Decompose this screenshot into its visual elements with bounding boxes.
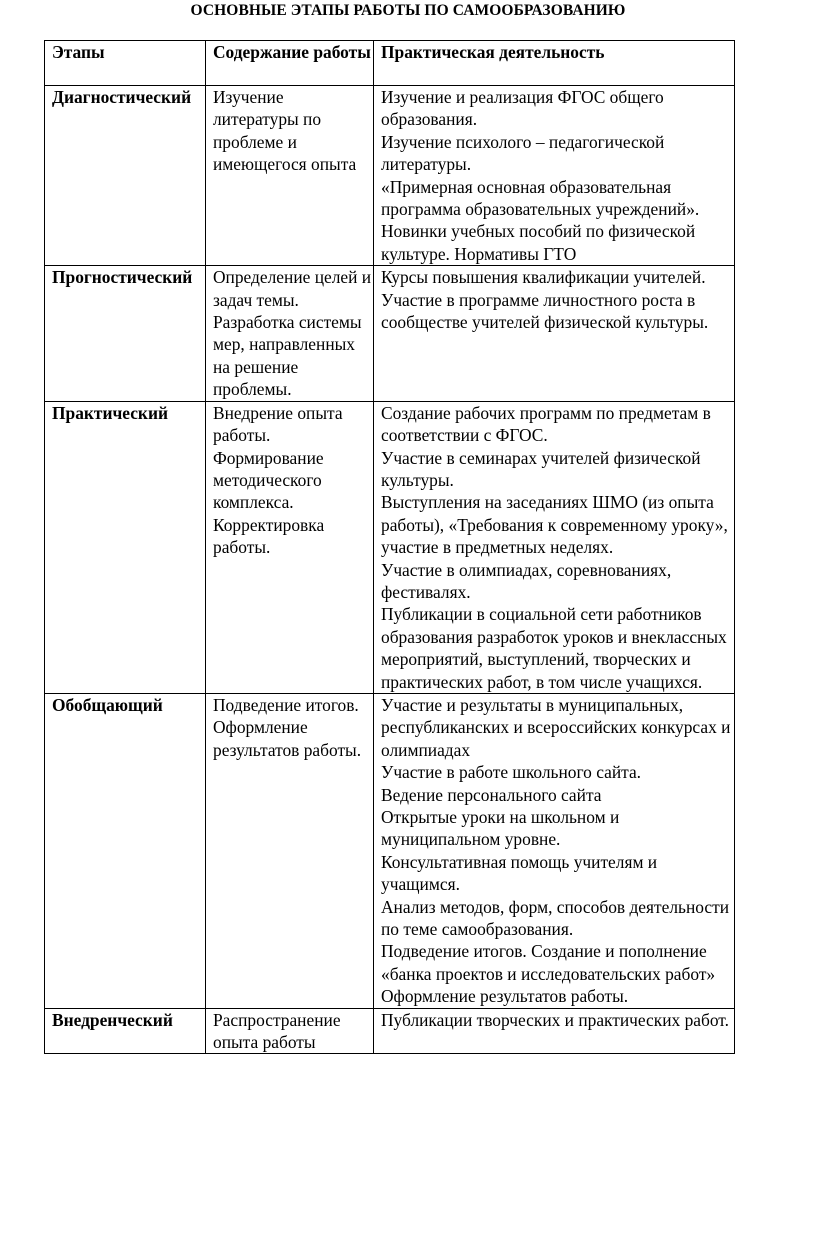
activity-item: Участие в работе школьного сайта. xyxy=(381,762,642,783)
activities-cell xyxy=(374,1008,735,1054)
table-row xyxy=(45,86,735,266)
activities-cell xyxy=(374,401,735,693)
activity-item: Участие в олимпиадах, соревнованиях, фестивалях. xyxy=(381,559,672,602)
activity-item: Изучение психолого – педагогической литературы. xyxy=(381,131,665,175)
header-activities: Практическая деятельность xyxy=(374,41,735,86)
activity-item: Новинки учебных пособий по физической культуре. Нормативы ГТО xyxy=(381,221,696,264)
content-cell: Подведение итогов. Оформление результатов работы. xyxy=(206,693,374,1008)
header-content: Содержание работы xyxy=(206,41,374,86)
stages-table xyxy=(44,40,735,1054)
table-header-row xyxy=(45,41,735,86)
activity-item: Консультативная помощь учителям и учащимся. xyxy=(381,851,658,895)
activity-item: Изучение и реализация ФГОС общего образования. xyxy=(381,87,664,130)
activity-item: Оформление результатов работы. xyxy=(381,986,629,1007)
stage-cell: Практический xyxy=(45,401,206,693)
table-row xyxy=(45,401,735,693)
activity-item: Участие в семинарах учителей физической культуры. xyxy=(381,447,701,490)
table-row xyxy=(45,693,735,1008)
activity-item: Ведение персонального сайта xyxy=(381,784,602,805)
activities-cell xyxy=(374,266,735,401)
activity-item: Подведение итогов. Создание и пополнение «банка проектов и исследовательских работ» xyxy=(381,941,716,984)
activities-cell xyxy=(374,86,735,266)
stage-cell: Внедренческий xyxy=(45,1008,206,1054)
content-cell: Распространение опыта работы xyxy=(206,1008,374,1054)
activity-item: Создание рабочих программ по предметам в соответствии с ФГОС. xyxy=(381,402,711,446)
stage-cell: Обобщающий xyxy=(45,693,206,1008)
activity-item: Открытые уроки на школьном и муниципальном уровне. xyxy=(381,807,620,850)
activity-item: Участие и результаты в муниципальных, республиканских и всероссийских конкурсах и олимпиадах xyxy=(381,694,731,760)
activity-item: Публикации в социальной сети работников образования разработок уроков и внеклассных мероприятий, выступлений, творческих и практических работ, в том числе учащихся. xyxy=(381,604,727,692)
content-cell: Изучение литературы по проблеме и имеющегося опыта xyxy=(206,86,374,266)
header-stages: Этапы xyxy=(45,41,206,86)
activity-item: Участие в программе личностного роста в сообществе учителей физической культуры. xyxy=(381,289,709,333)
content-cell: Внедрение опыта работы. Формирование методического комплекса. Корректировка работы. xyxy=(206,401,374,693)
activity-item: Выступления на заседаниях ШМО (из опыта работы), «Требования к современному уроку», участие в предметных неделях. xyxy=(381,492,728,558)
activity-item: «Примерная основная образовательная программа образовательных учреждений». xyxy=(381,176,700,220)
stage-cell: Прогностический xyxy=(45,266,206,401)
activity-item: Анализ методов, форм, способов деятельности по теме самообразования. xyxy=(381,896,729,940)
page-title: ОСНОВНЫЕ ЭТАПЫ РАБОТЫ ПО САМООБРАЗОВАНИЮ xyxy=(190,2,626,19)
activity-item: Публикации творческих и практических работ. xyxy=(381,1009,729,1030)
table-row xyxy=(45,266,735,401)
activity-item: Курсы повышения квалификации учителей. xyxy=(381,267,706,288)
content-cell: Определение целей и задач темы. Разработка системы мер, направленных на решение проблемы. xyxy=(206,266,374,401)
table-row xyxy=(45,1008,735,1054)
stage-cell: Диагностический xyxy=(45,86,206,266)
activities-cell xyxy=(374,693,735,1008)
